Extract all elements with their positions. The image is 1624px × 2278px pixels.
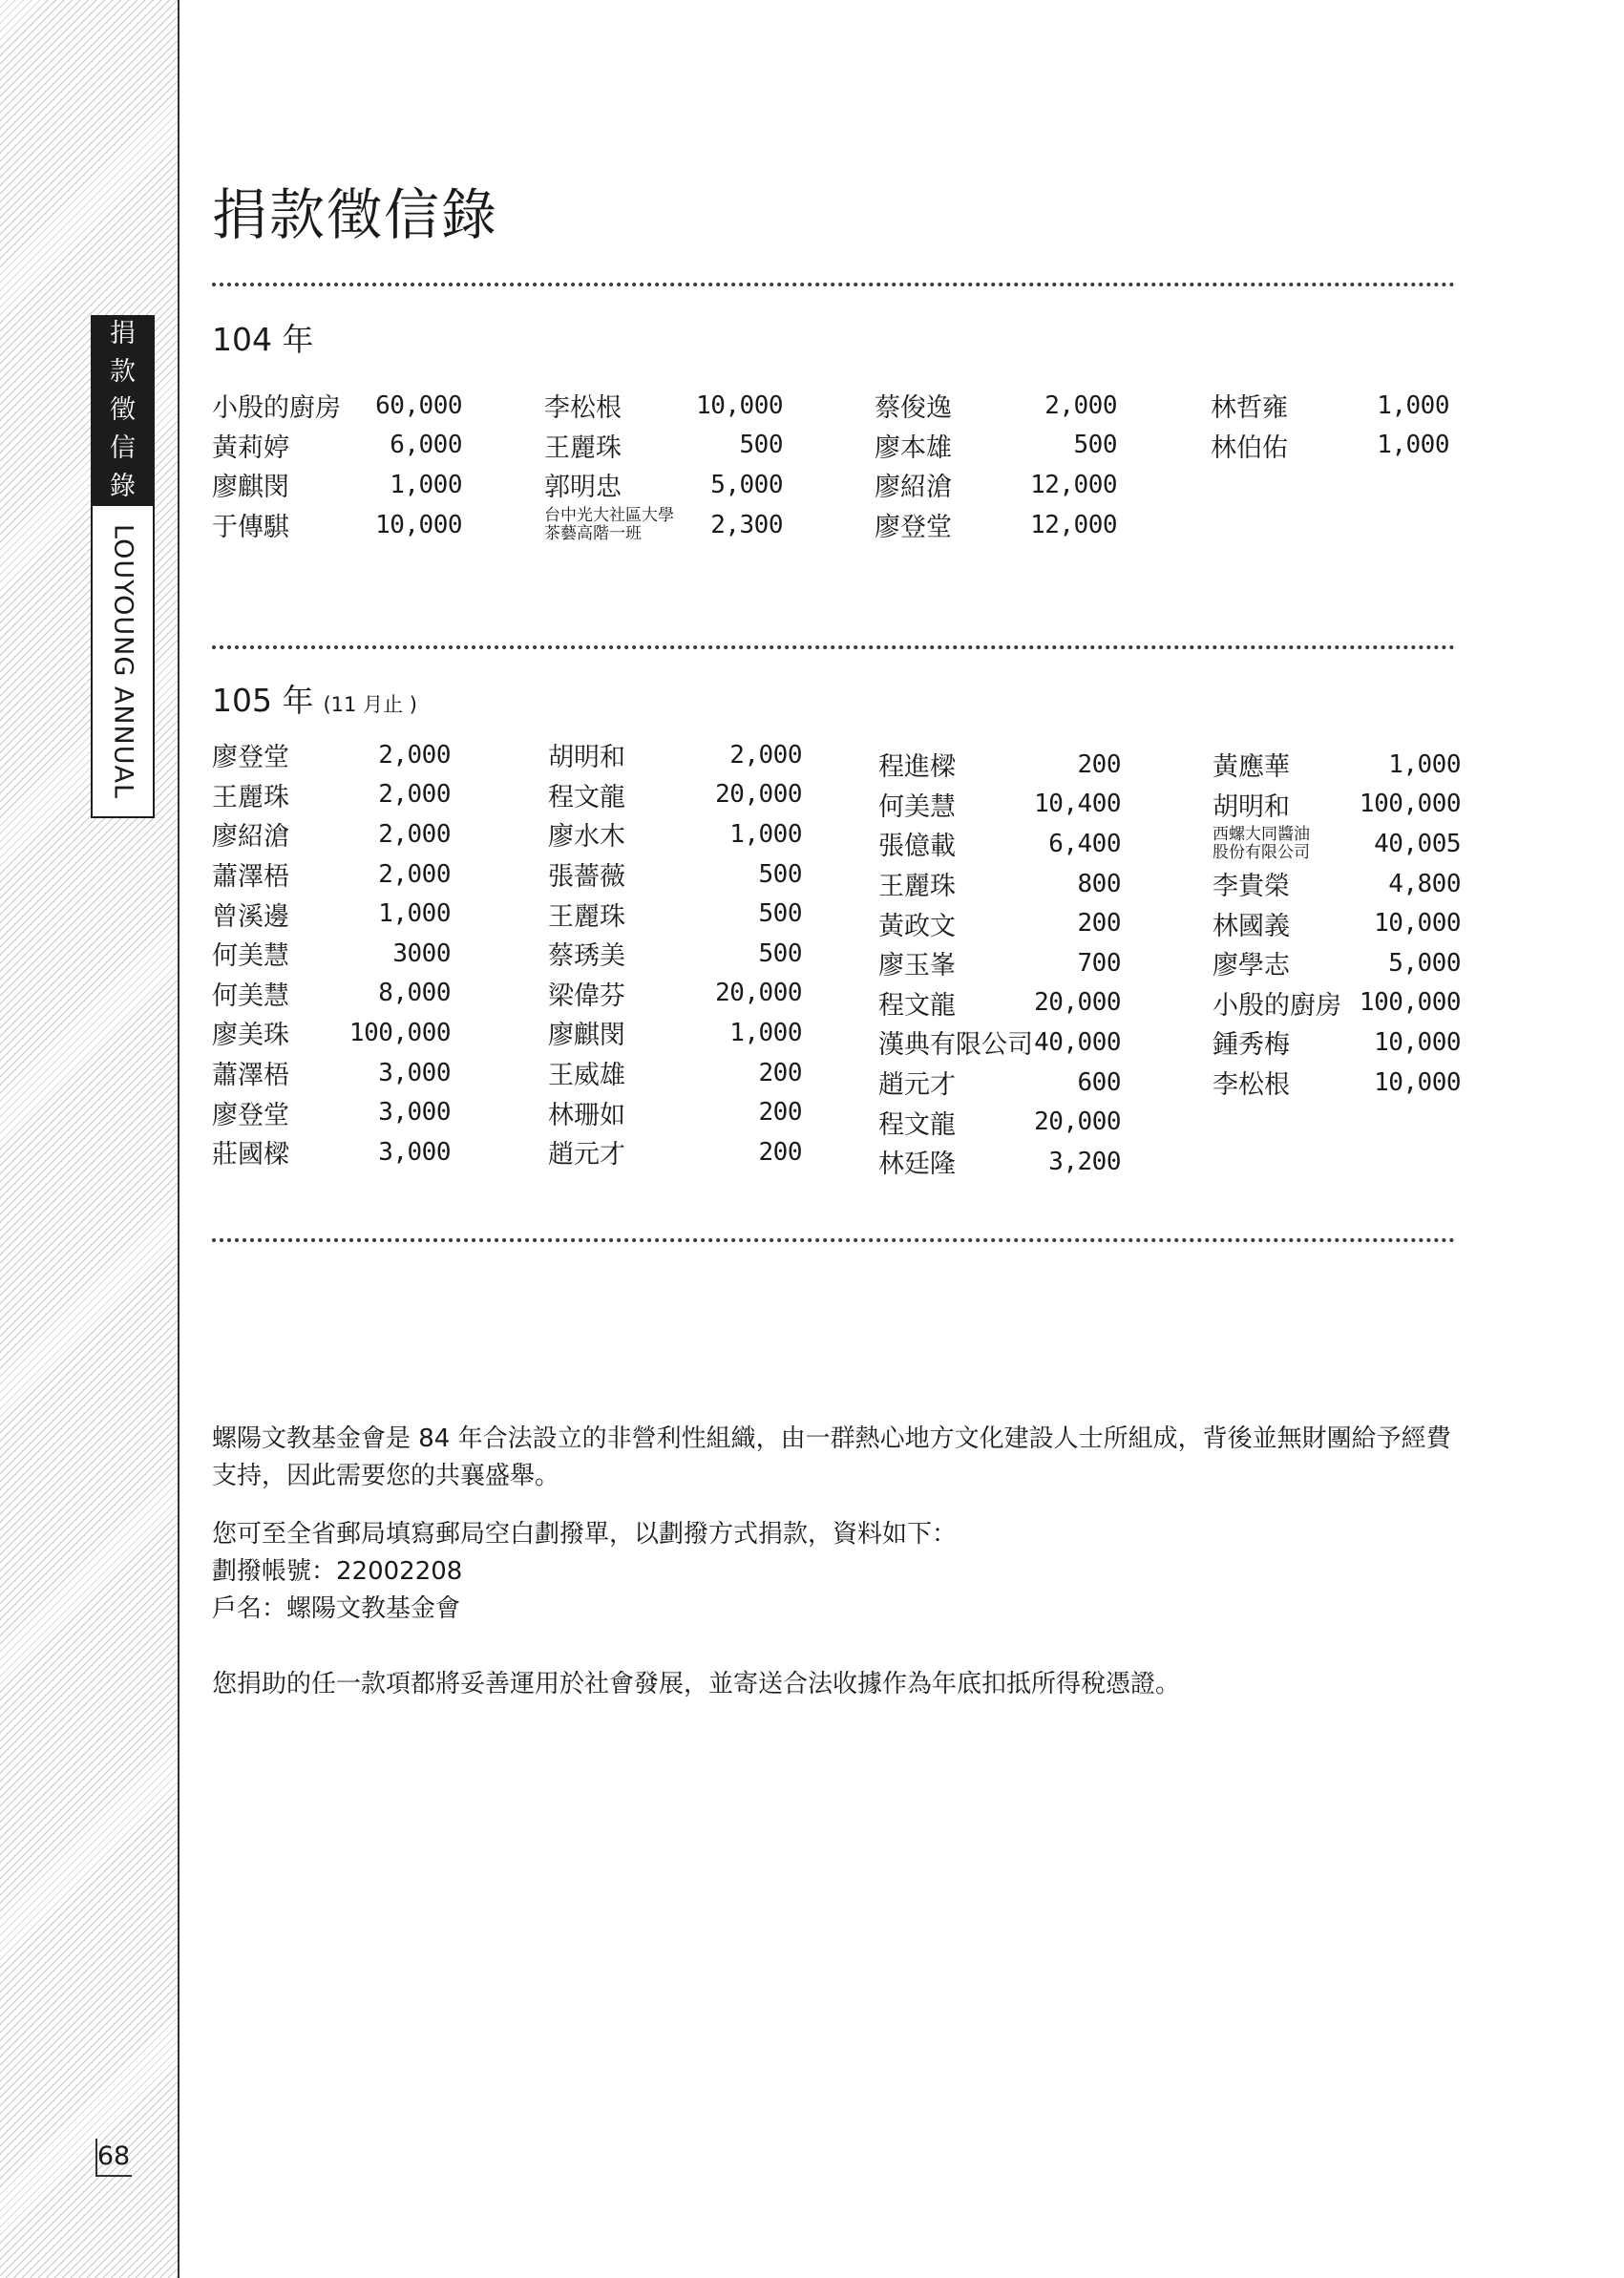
donor-name: 王麗珠 bbox=[544, 432, 622, 463]
donor-name: 李松根 bbox=[544, 393, 622, 424]
donation-amount: 10,000 bbox=[1374, 1027, 1461, 1057]
donation-amount: 40,000 bbox=[1034, 1027, 1121, 1057]
donor-row bbox=[548, 1092, 802, 1132]
donor-name: 程文龍 bbox=[548, 782, 625, 812]
donor-name: 黃應華 bbox=[1213, 752, 1290, 783]
donor-row bbox=[1213, 943, 1461, 983]
donor-row bbox=[878, 903, 1121, 943]
donor-name: 何美慧 bbox=[212, 941, 289, 972]
donor-row bbox=[875, 505, 1117, 545]
donor-row bbox=[875, 465, 1117, 505]
donor-row bbox=[212, 735, 451, 775]
donor-name: 曾溪邊 bbox=[212, 901, 289, 932]
sidebar-english-label: LOUYOUNG ANNUAL bbox=[108, 523, 137, 799]
sidebar-char: 捐 bbox=[110, 319, 136, 348]
donor-row bbox=[544, 386, 783, 426]
donor-name: 郭明忠 bbox=[544, 473, 622, 503]
donor-name: 小殷的廚房 bbox=[1213, 990, 1341, 1021]
donor-name: 廖水木 bbox=[548, 822, 625, 853]
donor-row bbox=[878, 1142, 1121, 1182]
donation-amount: 6,400 bbox=[1048, 829, 1121, 858]
donation-amount: 1,000 bbox=[390, 470, 462, 499]
donation-amount: 100,000 bbox=[348, 1018, 451, 1047]
dotted-divider bbox=[212, 283, 1455, 286]
donation-amount: 2,300 bbox=[710, 510, 783, 539]
donor-name: 張薔薇 bbox=[548, 862, 625, 893]
section-104-title bbox=[212, 315, 313, 360]
donor-row bbox=[875, 426, 1117, 466]
donation-amount: 700 bbox=[1077, 948, 1121, 978]
sidebar-char: 錄 bbox=[110, 472, 136, 501]
donor-row bbox=[548, 894, 802, 934]
donation-amount: 2,000 bbox=[378, 819, 451, 849]
donation-amount: 1,000 bbox=[1388, 749, 1461, 779]
donor-name: 廖紹滄 bbox=[875, 473, 952, 503]
donor-column bbox=[212, 735, 451, 1172]
donation-amount: 1,000 bbox=[1377, 390, 1449, 420]
donation-amount: 60,000 bbox=[375, 390, 462, 420]
donor-row bbox=[1213, 785, 1461, 825]
donation-amount: 12,000 bbox=[1030, 510, 1117, 539]
donation-amount: 500 bbox=[1073, 431, 1117, 460]
donation-amount: 1,000 bbox=[1377, 431, 1449, 460]
donation-amount: 20,000 bbox=[715, 780, 802, 810]
donor-row bbox=[1211, 426, 1449, 466]
donor-name: 林珊如 bbox=[548, 1100, 625, 1130]
donor-row bbox=[1211, 386, 1449, 426]
donor-row bbox=[544, 465, 783, 505]
donor-row bbox=[548, 1132, 802, 1172]
donor-row bbox=[878, 824, 1121, 864]
donor-name: 廖玉峯 bbox=[878, 951, 956, 981]
donor-row bbox=[878, 1063, 1121, 1103]
donor-column bbox=[544, 386, 783, 544]
donation-amount: 3,200 bbox=[1048, 1147, 1121, 1176]
donor-name: 黃莉婷 bbox=[212, 432, 289, 463]
donor-name: 廖紹滄 bbox=[212, 822, 289, 853]
donation-amount: 200 bbox=[758, 1098, 802, 1128]
donor-row bbox=[548, 1013, 802, 1053]
donor-row bbox=[212, 814, 451, 854]
donor-row bbox=[212, 426, 462, 466]
donor-name: 張億載 bbox=[878, 832, 956, 862]
donation-amount: 12,000 bbox=[1030, 470, 1117, 499]
donation-amount: 2,000 bbox=[729, 740, 802, 770]
donor-row bbox=[878, 1102, 1121, 1142]
sidebar-char: 款 bbox=[110, 357, 136, 387]
donor-name: 廖登堂 bbox=[875, 513, 952, 543]
donation-amount: 10,000 bbox=[1374, 1067, 1461, 1097]
donor-name: 廖登堂 bbox=[212, 1100, 289, 1130]
donor-row bbox=[1213, 745, 1461, 785]
donation-amount: 1,000 bbox=[729, 819, 802, 849]
donor-column bbox=[212, 386, 462, 544]
sidebar-chinese-tab bbox=[91, 315, 155, 506]
donor-row bbox=[212, 1132, 451, 1172]
donor-name: 林伯佑 bbox=[1211, 432, 1288, 463]
donor-name: 林廷隆 bbox=[878, 1150, 956, 1180]
section-104-year: 104 年 bbox=[212, 321, 314, 358]
donor-name: 廖美珠 bbox=[212, 1021, 289, 1051]
donation-amount: 2,000 bbox=[378, 780, 451, 810]
donor-name: 胡明和 bbox=[548, 743, 625, 773]
donation-amount: 500 bbox=[758, 899, 802, 929]
donor-name: 廖麒閔 bbox=[212, 473, 289, 503]
info-account: 劃撥帳號：22002208 bbox=[212, 1557, 463, 1586]
donor-name: 廖麒閔 bbox=[548, 1021, 625, 1051]
donor-column bbox=[1213, 745, 1461, 1102]
donation-amount: 1,000 bbox=[378, 899, 451, 929]
donor-name: 程進樑 bbox=[878, 752, 956, 783]
page-title: 捐款徵信錄 bbox=[212, 182, 499, 247]
donor-row bbox=[1213, 824, 1461, 864]
donation-amount: 200 bbox=[1077, 749, 1121, 779]
donor-row bbox=[212, 775, 451, 815]
dotted-divider bbox=[212, 1238, 1455, 1242]
donor-name: 王麗珠 bbox=[878, 872, 956, 902]
donor-row bbox=[1213, 864, 1461, 904]
donor-row bbox=[1213, 903, 1461, 943]
donor-row bbox=[1213, 1023, 1461, 1063]
donation-amount: 100,000 bbox=[1359, 988, 1461, 1018]
donor-row bbox=[878, 864, 1121, 904]
donor-name: 程文龍 bbox=[878, 990, 956, 1021]
donation-amount: 5,000 bbox=[710, 470, 783, 499]
donor-row bbox=[548, 1053, 802, 1093]
donor-row bbox=[544, 426, 783, 466]
sidebar-char: 徵 bbox=[110, 395, 136, 425]
donor-name: 蔡琇美 bbox=[548, 941, 625, 972]
donor-row bbox=[878, 983, 1121, 1023]
page-number: 68 bbox=[95, 2139, 132, 2177]
section-105-title bbox=[212, 676, 417, 721]
donor-row bbox=[212, 386, 462, 426]
donor-row bbox=[878, 745, 1121, 785]
donation-amount: 10,000 bbox=[1374, 909, 1461, 939]
donor-name: 李松根 bbox=[1213, 1070, 1290, 1101]
sidebar-english-tab bbox=[91, 506, 155, 818]
donor-column bbox=[878, 745, 1121, 1182]
donation-amount: 6,000 bbox=[390, 431, 462, 460]
donor-row bbox=[878, 943, 1121, 983]
donation-amount: 8,000 bbox=[378, 979, 451, 1008]
donation-amount: 200 bbox=[1077, 909, 1121, 939]
donor-name: 胡明和 bbox=[1213, 791, 1290, 822]
donor-row bbox=[212, 505, 462, 545]
donation-amount: 40,005 bbox=[1374, 829, 1461, 858]
section-105-year: 105 年 bbox=[212, 682, 314, 719]
donor-row bbox=[212, 1013, 451, 1053]
donor-row bbox=[212, 1053, 451, 1093]
donor-row bbox=[548, 974, 802, 1014]
donor-name: 何美慧 bbox=[212, 981, 289, 1011]
donor-name: 蕭澤梧 bbox=[212, 862, 289, 893]
donor-name: 趙元才 bbox=[548, 1140, 625, 1171]
donor-name: 小殷的廚房 bbox=[212, 393, 341, 424]
info-block bbox=[212, 1421, 1463, 1703]
donor-name: 何美慧 bbox=[878, 791, 956, 822]
donor-name: 蕭澤梧 bbox=[212, 1061, 289, 1091]
donation-amount: 10,400 bbox=[1034, 790, 1121, 819]
donation-amount: 3,000 bbox=[378, 1058, 451, 1087]
donor-column bbox=[548, 735, 802, 1172]
donation-amount: 20,000 bbox=[1034, 1107, 1121, 1137]
dotted-divider bbox=[212, 645, 1455, 649]
donor-name: 王麗珠 bbox=[548, 901, 625, 932]
donor-name: 王麗珠 bbox=[212, 782, 289, 812]
info-closing: 您捐助的任一款項都將妥善運用於社會發展，並寄送合法收據作為年底扣抵所得稅憑證。 bbox=[212, 1670, 1181, 1698]
donor-row bbox=[212, 465, 462, 505]
donation-amount: 20,000 bbox=[1034, 988, 1121, 1018]
donation-amount: 3000 bbox=[392, 939, 451, 968]
donation-amount: 2,000 bbox=[1044, 390, 1117, 420]
donor-name: 台中光大社區大學 茶藝高階一班 bbox=[544, 505, 674, 543]
info-account-name: 戶名：螺陽文教基金會 bbox=[212, 1594, 461, 1623]
donor-name: 廖登堂 bbox=[212, 743, 289, 773]
donation-amount: 800 bbox=[1077, 869, 1121, 898]
donation-amount: 10,000 bbox=[375, 510, 462, 539]
donation-amount: 5,000 bbox=[1388, 948, 1461, 978]
donor-name: 莊國樑 bbox=[212, 1140, 289, 1171]
donation-amount: 20,000 bbox=[715, 979, 802, 1008]
donor-name: 于傳騏 bbox=[212, 513, 289, 543]
donor-row bbox=[548, 934, 802, 974]
donation-amount: 2,000 bbox=[378, 859, 451, 889]
donation-amount: 10,000 bbox=[696, 390, 783, 420]
donation-amount: 500 bbox=[758, 939, 802, 968]
sidebar-char: 信 bbox=[110, 433, 136, 463]
donation-amount: 500 bbox=[758, 859, 802, 889]
donation-amount: 2,000 bbox=[378, 740, 451, 770]
donation-amount: 1,000 bbox=[729, 1018, 802, 1047]
donor-row bbox=[212, 894, 451, 934]
donor-row bbox=[212, 934, 451, 974]
donor-row bbox=[548, 854, 802, 895]
donor-name: 西螺大同醬油 股份有限公司 bbox=[1213, 824, 1310, 862]
donation-amount: 200 bbox=[758, 1137, 802, 1167]
donor-row bbox=[212, 1092, 451, 1132]
donation-amount: 3,000 bbox=[378, 1098, 451, 1128]
donor-name: 鍾秀梅 bbox=[1213, 1030, 1290, 1061]
donation-amount: 200 bbox=[758, 1058, 802, 1087]
donor-row bbox=[878, 1023, 1121, 1063]
donation-amount: 100,000 bbox=[1359, 790, 1461, 819]
donor-row bbox=[875, 386, 1117, 426]
donor-name: 廖學志 bbox=[1213, 951, 1290, 981]
donor-row bbox=[544, 505, 783, 545]
donor-row bbox=[878, 785, 1121, 825]
donor-name: 林哲雍 bbox=[1211, 393, 1288, 424]
info-method: 您可至全省郵局填寫郵局空白劃撥單，以劃撥方式捐款，資料如下： bbox=[212, 1520, 958, 1549]
section-105-note: (11 月止 ) bbox=[323, 693, 417, 716]
donor-name: 漢典有限公司 bbox=[878, 1030, 1033, 1061]
donor-row bbox=[548, 735, 802, 775]
donor-name: 廖本雄 bbox=[875, 432, 952, 463]
donor-name: 程文龍 bbox=[878, 1109, 956, 1140]
donor-name: 黃政文 bbox=[878, 911, 956, 941]
donation-amount: 3,000 bbox=[378, 1137, 451, 1167]
donor-name: 梁偉芬 bbox=[548, 981, 625, 1011]
donor-name: 王威雄 bbox=[548, 1061, 625, 1091]
donor-row bbox=[212, 854, 451, 895]
donor-column bbox=[875, 386, 1117, 544]
donor-name: 趙元才 bbox=[878, 1070, 956, 1101]
donor-name: 林國義 bbox=[1213, 911, 1290, 941]
donor-row bbox=[212, 974, 451, 1014]
donor-name: 李貴榮 bbox=[1213, 872, 1290, 902]
donor-row bbox=[1213, 983, 1461, 1023]
donation-amount: 600 bbox=[1077, 1067, 1121, 1097]
donor-column bbox=[1211, 386, 1449, 465]
info-intro: 螺陽文教基金會是 84 年合法設立的非營利性組織，由一群熱心地方文化建設人士所組成，背後並無財團給予經費支持，因此需要您的共襄盛舉。 bbox=[212, 1424, 1451, 1490]
donor-name: 蔡俊逸 bbox=[875, 393, 952, 424]
donation-amount: 4,800 bbox=[1388, 869, 1461, 898]
donor-row bbox=[548, 775, 802, 815]
donor-row bbox=[548, 814, 802, 854]
donation-amount: 500 bbox=[739, 431, 783, 460]
donor-row bbox=[1213, 1063, 1461, 1103]
